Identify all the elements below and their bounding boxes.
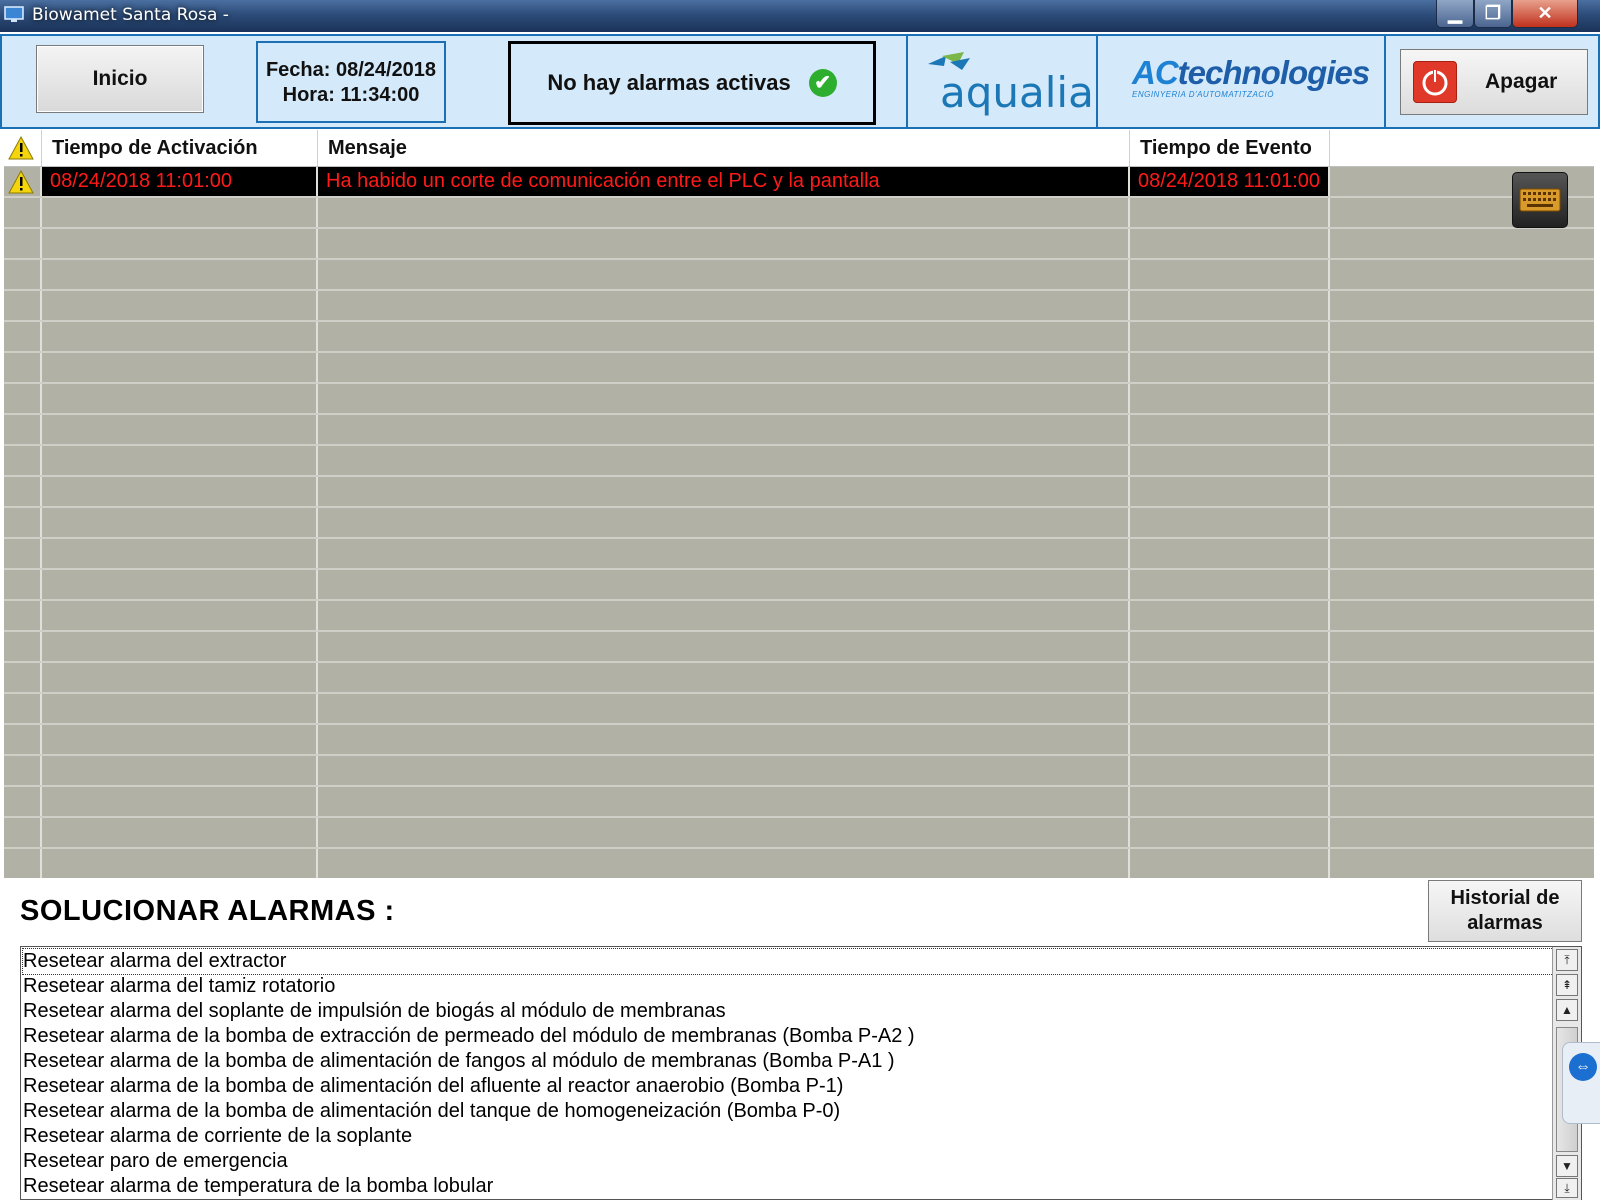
empty-table-row xyxy=(4,198,1594,229)
list-item[interactable]: Resetear alarma de corriente de la soplante xyxy=(23,1125,413,1147)
empty-cell xyxy=(42,849,318,878)
empty-cell xyxy=(4,322,42,351)
scroll-up-icon[interactable]: ▲ xyxy=(1556,999,1578,1021)
apagar-label: Apagar xyxy=(1485,70,1558,93)
empty-table-row xyxy=(4,787,1594,818)
empty-cell xyxy=(318,229,1130,258)
empty-table-row xyxy=(4,322,1594,353)
empty-cell xyxy=(1130,849,1330,878)
time-label: Hora: 11:34:00 xyxy=(282,84,420,106)
empty-cell xyxy=(1130,818,1330,847)
empty-cell xyxy=(1330,849,1594,878)
empty-cell xyxy=(42,198,318,227)
empty-cell xyxy=(318,353,1130,382)
empty-cell xyxy=(4,601,42,630)
empty-cell xyxy=(1130,756,1330,785)
empty-cell xyxy=(318,570,1130,599)
empty-cell xyxy=(4,353,42,382)
empty-cell xyxy=(42,477,318,506)
empty-cell xyxy=(4,570,42,599)
close-button[interactable]: ✕ xyxy=(1512,0,1578,28)
empty-table-row xyxy=(4,229,1594,260)
date-label: Fecha: 08/24/2018 xyxy=(265,59,437,81)
empty-cell xyxy=(4,260,42,289)
empty-cell xyxy=(1130,322,1330,351)
empty-cell xyxy=(318,756,1130,785)
message-cell: Ha habido un corte de comunicación entre el PLC y la pantalla xyxy=(318,167,1130,196)
empty-cell xyxy=(4,725,42,754)
empty-cell xyxy=(42,539,318,568)
alarm-table xyxy=(4,130,1594,878)
list-item[interactable]: Resetear alarma de la bomba de alimentación del afluente al reactor anaerobio (Bomba P-1) xyxy=(23,1075,844,1097)
empty-cell xyxy=(1130,570,1330,599)
empty-table-row xyxy=(4,632,1594,663)
empty-cell xyxy=(1130,260,1330,289)
empty-cell xyxy=(318,260,1130,289)
empty-cell xyxy=(318,787,1130,816)
empty-cell xyxy=(318,632,1130,661)
empty-cell xyxy=(42,353,318,382)
empty-cell xyxy=(1130,477,1330,506)
empty-cell xyxy=(1130,446,1330,475)
empty-table-row xyxy=(4,849,1594,878)
list-item[interactable]: Resetear alarma de la bomba de alimentación del tanque de homogeneización (Bomba P-0) xyxy=(23,1100,841,1122)
empty-table-row xyxy=(4,508,1594,539)
empty-cell xyxy=(318,415,1130,444)
list-item[interactable]: Resetear alarma del tamiz rotatorio xyxy=(23,975,336,997)
empty-cell xyxy=(1330,446,1594,475)
column-header-event-time[interactable]: Tiempo de Evento xyxy=(1130,130,1330,166)
list-item[interactable]: Resetear alarma de la bomba de extracción de permeado del módulo de membranas (Bomba P-A2 ) xyxy=(23,1025,915,1047)
empty-cell xyxy=(42,632,318,661)
empty-cell xyxy=(4,477,42,506)
empty-cell xyxy=(4,291,42,320)
empty-table-row xyxy=(4,570,1594,601)
empty-cell xyxy=(318,694,1130,723)
empty-cell xyxy=(4,663,42,692)
empty-cell xyxy=(1330,818,1594,847)
empty-cell xyxy=(1130,725,1330,754)
alarm-status-text: No hay alarmas activas xyxy=(547,70,791,95)
maximize-button[interactable]: ❐ xyxy=(1474,0,1512,28)
empty-cell xyxy=(1330,508,1594,537)
empty-rows xyxy=(4,198,1594,878)
empty-cell xyxy=(318,508,1130,537)
empty-cell xyxy=(1130,198,1330,227)
empty-cell xyxy=(1330,694,1594,723)
historial-alarmas-button[interactable] xyxy=(1428,880,1582,942)
reset-alarms-list[interactable] xyxy=(20,946,1582,1200)
empty-cell xyxy=(1130,291,1330,320)
actechnologies-tagline: ENGINYERIA D'AUTOMATITZACIÓ xyxy=(1132,90,1274,99)
alarm-status-box xyxy=(508,41,876,125)
empty-cell xyxy=(1130,229,1330,258)
empty-cell xyxy=(4,446,42,475)
empty-cell xyxy=(42,229,318,258)
list-item[interactable]: Resetear paro de emergencia xyxy=(23,1150,288,1172)
empty-table-row xyxy=(4,353,1594,384)
empty-cell xyxy=(42,756,318,785)
empty-cell xyxy=(42,322,318,351)
empty-cell xyxy=(1330,539,1594,568)
empty-table-row xyxy=(4,384,1594,415)
apagar-button[interactable] xyxy=(1400,49,1588,115)
aqualia-logo: aqualia xyxy=(940,68,1094,117)
empty-table-row xyxy=(4,694,1594,725)
empty-table-row xyxy=(4,539,1594,570)
empty-table-row xyxy=(4,818,1594,849)
empty-cell xyxy=(42,663,318,692)
empty-table-row xyxy=(4,725,1594,756)
empty-cell xyxy=(1130,787,1330,816)
empty-cell xyxy=(318,198,1130,227)
header-divider xyxy=(1096,34,1098,129)
empty-cell xyxy=(42,787,318,816)
empty-cell xyxy=(4,415,42,444)
window-title: Biowamet Santa Rosa - xyxy=(32,5,229,25)
actech-logo-prefix: AC xyxy=(1132,54,1178,91)
empty-cell xyxy=(318,849,1130,878)
empty-cell xyxy=(4,694,42,723)
empty-cell xyxy=(4,849,42,878)
empty-cell xyxy=(4,384,42,413)
empty-cell xyxy=(42,384,318,413)
scroll-top-icon[interactable]: ⤒ xyxy=(1556,949,1578,971)
table-header xyxy=(4,130,1594,167)
empty-cell xyxy=(42,570,318,599)
power-icon xyxy=(1413,61,1457,103)
empty-cell xyxy=(1330,632,1594,661)
empty-cell xyxy=(42,508,318,537)
empty-cell xyxy=(1330,384,1594,413)
scroll-bottom-icon[interactable]: ⤓ xyxy=(1556,1178,1578,1198)
title-bar xyxy=(0,0,1600,32)
empty-cell xyxy=(318,477,1130,506)
empty-cell xyxy=(1330,601,1594,630)
event-time-cell: 08/24/2018 11:01:00 xyxy=(1130,167,1330,196)
empty-table-row xyxy=(4,415,1594,446)
teamviewer-icon: ⇔ xyxy=(1569,1053,1597,1081)
empty-cell xyxy=(4,787,42,816)
empty-cell xyxy=(42,601,318,630)
empty-cell xyxy=(1330,229,1594,258)
empty-cell xyxy=(1330,260,1594,289)
empty-cell xyxy=(1130,508,1330,537)
empty-cell xyxy=(4,756,42,785)
empty-cell xyxy=(4,229,42,258)
empty-table-row xyxy=(4,446,1594,477)
scroll-page-up-icon[interactable]: ⇞ xyxy=(1556,974,1578,996)
empty-cell xyxy=(1330,415,1594,444)
empty-cell xyxy=(1330,291,1594,320)
empty-cell xyxy=(42,415,318,444)
empty-cell xyxy=(4,632,42,661)
actech-logo-suffix: technologies xyxy=(1177,54,1370,91)
empty-cell xyxy=(4,818,42,847)
empty-table-row xyxy=(4,663,1594,694)
empty-cell xyxy=(318,818,1130,847)
empty-cell xyxy=(1130,353,1330,382)
empty-cell xyxy=(1130,415,1330,444)
activation-time-cell: 08/24/2018 11:01:00 xyxy=(42,167,318,196)
empty-cell xyxy=(1130,663,1330,692)
empty-cell xyxy=(42,260,318,289)
historial-label-line2: alarmas xyxy=(1467,912,1543,934)
table-row[interactable] xyxy=(4,167,1594,198)
empty-cell xyxy=(42,725,318,754)
list-item[interactable]: Resetear alarma de temperatura de la bomba lobular xyxy=(23,1175,494,1197)
empty-cell xyxy=(318,446,1130,475)
empty-cell xyxy=(1330,725,1594,754)
empty-cell xyxy=(42,818,318,847)
header-divider xyxy=(906,34,908,129)
empty-cell xyxy=(318,725,1130,754)
empty-table-row xyxy=(4,477,1594,508)
remote-support-tab[interactable] xyxy=(1562,1042,1600,1124)
empty-cell xyxy=(4,198,42,227)
list-item[interactable]: Resetear alarma de la bomba de alimentación de fangos al módulo de membranas (Bomba P-A1 ) xyxy=(23,1050,895,1072)
inicio-button[interactable]: Inicio xyxy=(36,45,204,113)
list-item[interactable]: Resetear alarma del soplante de impulsión de biogás al módulo de membranas xyxy=(23,1000,726,1022)
empty-cell xyxy=(1330,756,1594,785)
check-icon: ✔ xyxy=(809,69,837,97)
empty-cell xyxy=(318,322,1130,351)
column-header-message[interactable]: Mensaje xyxy=(318,130,1130,166)
date-time-display xyxy=(256,41,446,123)
empty-cell xyxy=(1330,353,1594,382)
historial-label-line1: Historial de xyxy=(1450,887,1560,909)
empty-cell xyxy=(1330,787,1594,816)
empty-cell xyxy=(318,539,1130,568)
column-header-activation[interactable]: Tiempo de Activación xyxy=(42,130,318,166)
empty-cell xyxy=(4,508,42,537)
empty-cell xyxy=(1130,632,1330,661)
empty-cell xyxy=(42,446,318,475)
empty-cell xyxy=(42,291,318,320)
empty-table-row xyxy=(4,291,1594,322)
keyboard-icon[interactable] xyxy=(1512,172,1568,228)
empty-cell xyxy=(318,291,1130,320)
empty-cell xyxy=(1330,570,1594,599)
header-divider xyxy=(1384,34,1386,129)
empty-cell xyxy=(318,384,1130,413)
empty-cell xyxy=(1130,539,1330,568)
empty-cell xyxy=(1130,601,1330,630)
actechnologies-logo xyxy=(1132,54,1369,92)
empty-cell xyxy=(1330,477,1594,506)
scroll-down-icon[interactable]: ▼ xyxy=(1556,1155,1578,1177)
minimize-button[interactable]: ▁ xyxy=(1436,0,1474,28)
empty-cell xyxy=(1330,663,1594,692)
empty-table-row xyxy=(4,601,1594,632)
empty-cell xyxy=(318,663,1130,692)
empty-cell xyxy=(1130,384,1330,413)
list-item[interactable]: Resetear alarma del extractor xyxy=(23,949,1557,974)
empty-cell xyxy=(1330,322,1594,351)
solve-alarms-title: SOLUCIONAR ALARMAS : xyxy=(20,895,395,927)
warning-icon xyxy=(4,167,42,196)
empty-cell xyxy=(42,694,318,723)
empty-cell xyxy=(4,539,42,568)
empty-table-row xyxy=(4,260,1594,291)
empty-cell xyxy=(318,601,1130,630)
table-body xyxy=(4,167,1594,878)
app-icon xyxy=(4,6,24,24)
warning-column-icon xyxy=(4,130,42,166)
empty-cell xyxy=(1130,694,1330,723)
empty-table-row xyxy=(4,756,1594,787)
